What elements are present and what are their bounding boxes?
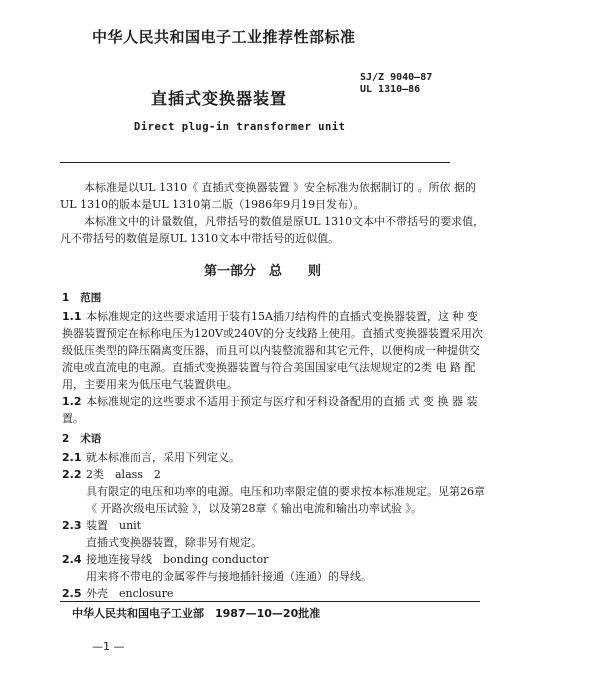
clause-2-2-term: 2.2 2类 alass 2 xyxy=(62,467,161,484)
clause-2-3-term: 2.3 装置 unit xyxy=(62,518,141,535)
clause-1-1-line5: 用，主要用来为低压电气装置供电。 xyxy=(62,378,238,391)
clause-2-3-line1: 直插式变换器装置，除非另有规定。 xyxy=(86,536,262,549)
clause-2-2-line2: 《 开路次级电压试验 》，以及第28章《 输出电流和输出功率试验 》。 xyxy=(86,502,422,515)
clause-2-5-term: 2.5 外壳 enclosure xyxy=(62,586,173,603)
clause-number: 2.4 xyxy=(62,553,82,566)
clause-1-1-line1: 1.1 本标准规定的这些要求适用于装有15A插刀结构件的直插式变换器装置，这 种 变 xyxy=(62,309,478,326)
section-number: 1 xyxy=(62,292,70,304)
clause-2-1: 2.1 就本标准而言，采用下列定义。 xyxy=(62,450,240,467)
approval-line: 中华人民共和国电子工业部 1987—10—20批准 xyxy=(72,607,321,620)
clause-number: 2.3 xyxy=(62,519,82,532)
publisher-title: 中华人民共和国电子工业推荐性部标准 xyxy=(92,28,356,46)
intro-p1-line2: UL 1310的版本是UL 1310第二版（1986年9月19日发布）。 xyxy=(60,198,365,211)
clause-number: 2.1 xyxy=(62,451,82,464)
clause-1-2-line2: 置。 xyxy=(62,412,84,425)
section-title: 范围 xyxy=(80,292,102,304)
section-title: 术语 xyxy=(80,433,102,445)
clause-number: 2.2 xyxy=(62,468,82,481)
clause-1-1-line2: 换器装置预定在标称电压为120V或240V的分支线路上使用。直插式变换器装置采用次 xyxy=(62,327,483,340)
clause-number: 1.1 xyxy=(62,310,82,323)
standard-code-sjz: SJ/Z 9040—87 xyxy=(360,72,433,83)
clause-number: 2.5 xyxy=(62,587,82,600)
clause-1-2-line1: 1.2 本标准规定的这些要求不适用于预定与医疗和牙科设备配用的直插 式 变 换 器 装 xyxy=(62,394,477,411)
document-title-cn: 直插式变换器装置 xyxy=(151,89,288,108)
clause-2-4-term: 2.4 接地连接导线 bonding conductor xyxy=(62,552,268,569)
section-2-heading xyxy=(62,431,101,446)
part-heading: 第一部分 总 则 xyxy=(204,264,322,279)
clause-1-1-line3: 级低压类型的降压隔离变压器，而且可以内装整流器和其它元件，以便构成一种提供交 xyxy=(62,344,480,357)
intro-p2-line2: 凡不带括号的数值是原UL 1310文本中带括号的近似值。 xyxy=(60,232,340,245)
clause-1-1-line4: 流电或直流电的电源。直插式变换器装置与符合美国国家电气法规规定的2类 电 路 配 xyxy=(62,361,476,374)
standard-code-ul: UL 1310—86 xyxy=(360,84,421,95)
footer-rule xyxy=(60,601,480,602)
document-title-en: Direct plug-in transformer unit xyxy=(134,121,346,133)
intro-p2-line1: 本标准文中的计量数值，凡带括号的数值是原UL 1310文本中不带括号的要求值， xyxy=(84,215,485,228)
clause-2-2-line1: 具有限定的电压和功率的电源。电压和功率限定值的要求按本标准规定。见第26章 xyxy=(86,485,485,498)
clause-number: 1.2 xyxy=(62,395,82,408)
page-number: —1 — xyxy=(92,640,125,653)
intro-p1-line1: 本标准是以UL 1310《 直插式变换器装置 》安全标准为依据制订的 。所依 据的 xyxy=(84,181,477,194)
clause-2-4-line1: 用来将不带电的金属零件与接地插针接通（连通）的导线。 xyxy=(86,570,372,583)
section-number: 2 xyxy=(62,433,70,445)
section-1-heading xyxy=(62,290,101,305)
header-rule xyxy=(60,162,450,163)
